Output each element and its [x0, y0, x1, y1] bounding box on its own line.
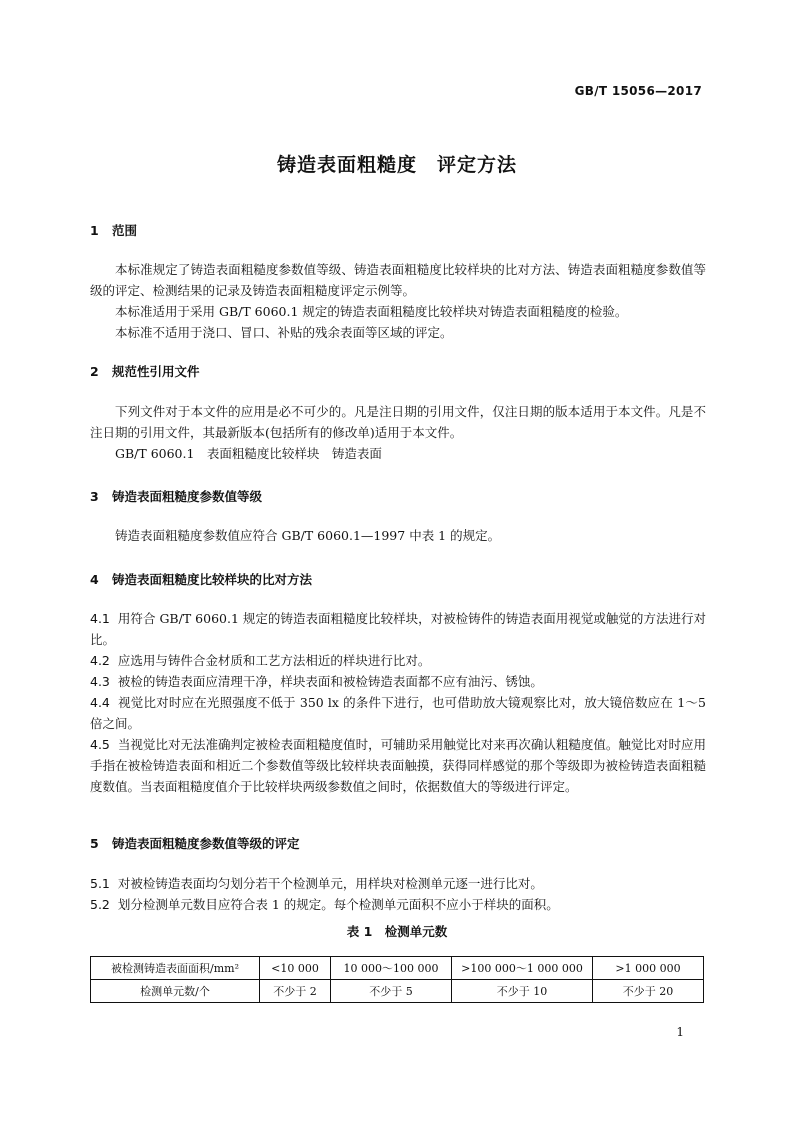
clause-5-1	[90, 873, 706, 894]
table-row	[91, 980, 704, 1003]
section-2-para-1: 下列文件对于本文件的应用是必不可少的。凡是注日期的引用文件，仅注日期的版本适用于本文件。凡是不注日期的引用文件，其最新版本(包括所有的修改单)适用于本文件。	[90, 404, 706, 440]
clause-text: 用符合 GB/T 6060.1 规定的铸造表面粗糙度比较样块，对被检铸件的铸造表面用视觉或触觉的方法进行对比。	[90, 611, 706, 647]
clause-4-3	[90, 671, 706, 692]
table-cell: 不少于 10	[452, 980, 593, 1003]
table-cell: 不少于 5	[331, 980, 452, 1003]
table-cell: 10 000～100 000	[331, 957, 452, 980]
clause-5-2	[90, 894, 706, 915]
clause-text: 应选用与铸件合金材质和工艺方法相近的样块进行比对。	[117, 653, 431, 668]
clause-text: 被检的铸造表面应清理干净，样块表面和被检铸造表面都不应有油污、锈蚀。	[117, 674, 543, 689]
section-title: 铸造表面粗糙度比较样块的比对方法	[112, 572, 313, 587]
clause-text: 视觉比对时应在光照强度不低于 350 lx 的条件下进行，也可借助放大镜观察比对，放大镜倍数应在 1～5 倍之间。	[90, 695, 706, 731]
section-2-heading	[90, 362, 200, 380]
section-number: 5	[90, 836, 99, 851]
section-1-para-1: 本标准规定了铸造表面粗糙度参数值等级、铸造表面粗糙度比较样块的比对方法、铸造表面粗糙度参数值等级的评定、检测结果的记录及铸造表面粗糙度评定示例等。	[90, 262, 706, 298]
section-title: 铸造表面粗糙度参数值等级	[112, 489, 263, 504]
clause-number: 5.1	[90, 876, 110, 891]
clause-number: 4.2	[90, 653, 110, 668]
clause-text: 当视觉比对无法准确判定被检表面粗糙度值时，可辅助采用触觉比对来再次确认粗糙度值。触觉比对时应用手指在被检铸造表面和相近二个参数值等级比较样块表面触摸，获得同样感觉的那个等级即为被检铸造表面粗糙度数值。当表面粗糙度值介于比较样块两级参数值之间时，依据数值大的等级进行评定。	[90, 737, 706, 794]
clause-4-5	[90, 734, 706, 797]
table-cell: 被检测铸造表面面积/mm²	[91, 957, 260, 980]
table-cell: >1 000 000	[593, 957, 704, 980]
document-title: 铸造表面粗糙度 评定方法	[276, 154, 517, 176]
table-cell: <10 000	[260, 957, 331, 980]
section-title: 规范性引用文件	[112, 364, 200, 379]
section-number: 3	[90, 489, 99, 504]
page-number: 1	[676, 1025, 684, 1039]
clause-number: 4.4	[90, 695, 110, 710]
table-row	[91, 957, 704, 980]
section-number: 4	[90, 572, 99, 587]
section-5-heading	[90, 834, 300, 852]
clause-number: 4.1	[90, 611, 110, 626]
table-cell: >100 000～1 000 000	[452, 957, 593, 980]
table-cell: 不少于 2	[260, 980, 331, 1003]
clause-number: 4.5	[90, 737, 110, 752]
section-3-para-1: 铸造表面粗糙度参数值应符合 GB/T 6060.1—1997 中表 1 的规定。	[115, 528, 501, 543]
section-4-heading	[90, 570, 312, 588]
clause-4-1	[90, 608, 706, 650]
clause-text: 对被检铸造表面均匀划分若干个检测单元，用样块对检测单元逐一进行比对。	[117, 876, 543, 891]
standard-number: GB/T 15056—2017	[574, 84, 702, 98]
section-1-para-3: 本标准不适用于浇口、冒口、补贴的残余表面等区域的评定。	[115, 325, 453, 340]
clause-text: 划分检测单元数目应符合表 1 的规定。每个检测单元面积不应小于样块的面积。	[117, 897, 559, 912]
table-cell: 不少于 20	[593, 980, 704, 1003]
section-number: 1	[90, 223, 99, 238]
section-title: 范围	[112, 223, 138, 238]
section-3-heading	[90, 487, 262, 505]
clause-number: 5.2	[90, 897, 110, 912]
section-2-reference: GB/T 6060.1 表面粗糙度比较样块 铸造表面	[115, 446, 382, 461]
clause-4-2	[90, 650, 706, 671]
clause-4-4	[90, 692, 706, 734]
section-number: 2	[90, 364, 99, 379]
clause-number: 4.3	[90, 674, 110, 689]
table-cell: 检测单元数/个	[91, 980, 260, 1003]
table-caption: 表 1 检测单元数	[346, 924, 448, 939]
section-1-heading	[90, 221, 137, 239]
section-title: 铸造表面粗糙度参数值等级的评定	[112, 836, 300, 851]
section-1-para-2: 本标准适用于采用 GB/T 6060.1 规定的铸造表面粗糙度比较样块对铸造表面粗糙度的检验。	[115, 304, 628, 319]
detection-units-table	[90, 956, 704, 1003]
